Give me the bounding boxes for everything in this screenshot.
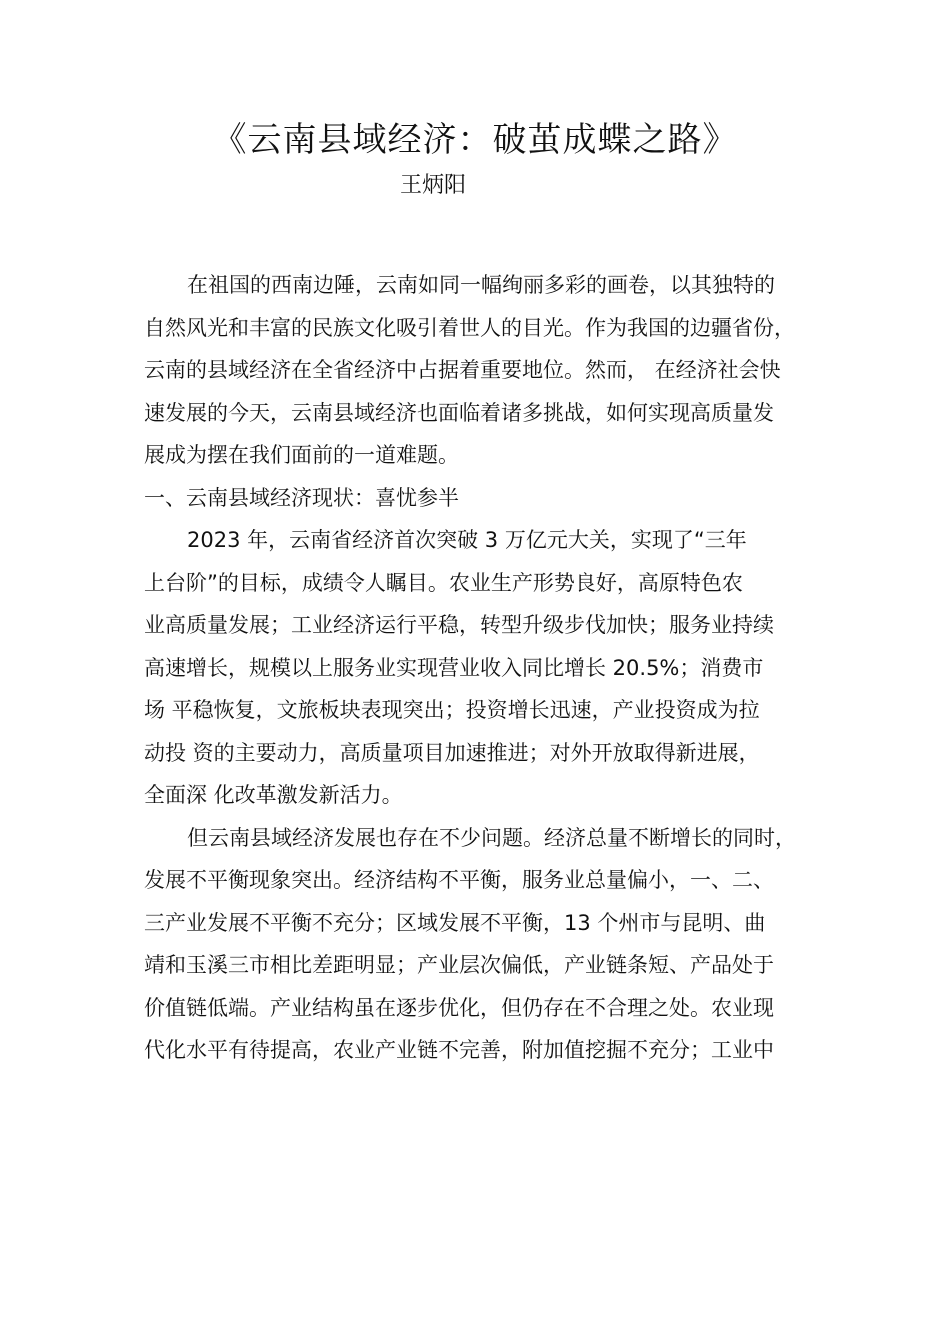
paragraph-line: 业高质量发展；工业经济运行平稳，转型升级步伐加快；服务业持续 xyxy=(144,613,774,637)
paragraph-line: 2023 年，云南省经济首次突破 3 万亿元大关，实现了“三年 xyxy=(187,528,747,552)
paragraph-intro xyxy=(144,264,828,477)
document-title: 《云南县域经济：破茧成蝶之路》 xyxy=(212,120,738,160)
paragraph-problems xyxy=(144,817,828,1072)
paragraph-line: 全面深 化改革激发新活力。 xyxy=(144,783,403,807)
paragraph-line: 展成为摆在我们面前的一道难题。 xyxy=(144,443,459,467)
paragraph-line: 发展不平衡现象突出。经济结构不平衡，服务业总量偏小，一、二、 xyxy=(144,868,774,892)
paragraph-line: 上台阶”的目标，成绩令人瞩目。农业生产形势良好，高原特色农 xyxy=(144,570,743,595)
paragraph-line: 三产业发展不平衡不充分；区域发展不平衡，13 个州市与昆明、曲 xyxy=(144,910,766,935)
paragraph-line: 代化水平有待提高，农业产业链不完善，附加值挖掘不充分；工业中 xyxy=(144,1038,774,1062)
paragraph-line: 高速增长，规模以上服务业实现营业收入同比增长 20.5%；消费市 xyxy=(144,655,764,680)
paragraph-line: 在祖国的西南边陲，云南如同一幅绚丽多彩的画卷，以其独特的 xyxy=(187,273,775,297)
paragraph-line: 场 平稳恢复，文旅板块表现突出；投资增长迅速，产业投资成为拉 xyxy=(144,698,760,722)
paragraph-line: 自然风光和丰富的民族文化吸引着世人的目光。作为我国的边疆省份， xyxy=(144,315,795,340)
document-body xyxy=(144,264,828,1072)
paragraph-line: 但云南县域经济发展也存在不少问题。经济总量不断增长的同时， xyxy=(187,825,796,850)
paragraph-line: 靖和玉溪三市相比差距明显；产业层次偏低，产业链条短、产品处于 xyxy=(144,953,774,977)
section-heading: 一、云南县域经济现状：喜忧参半 xyxy=(144,485,459,510)
paragraph-line: 动投 资的主要动力，高质量项目加速推进；对外开放取得新进展， xyxy=(144,740,760,765)
author-name: 王炳阳 xyxy=(400,173,467,198)
paragraph-status xyxy=(144,519,828,817)
paragraph-line: 价值链低端。产业结构虽在逐步优化，但仍存在不合理之处。农业现 xyxy=(144,995,774,1020)
paragraph-line: 速发展的今天，云南县域经济也面临着诸多挑战，如何实现高质量发 xyxy=(144,400,774,425)
paragraph-line: 云南的县域经济在全省经济中占据着重要地位。然而， 在经济社会快 xyxy=(144,358,781,382)
